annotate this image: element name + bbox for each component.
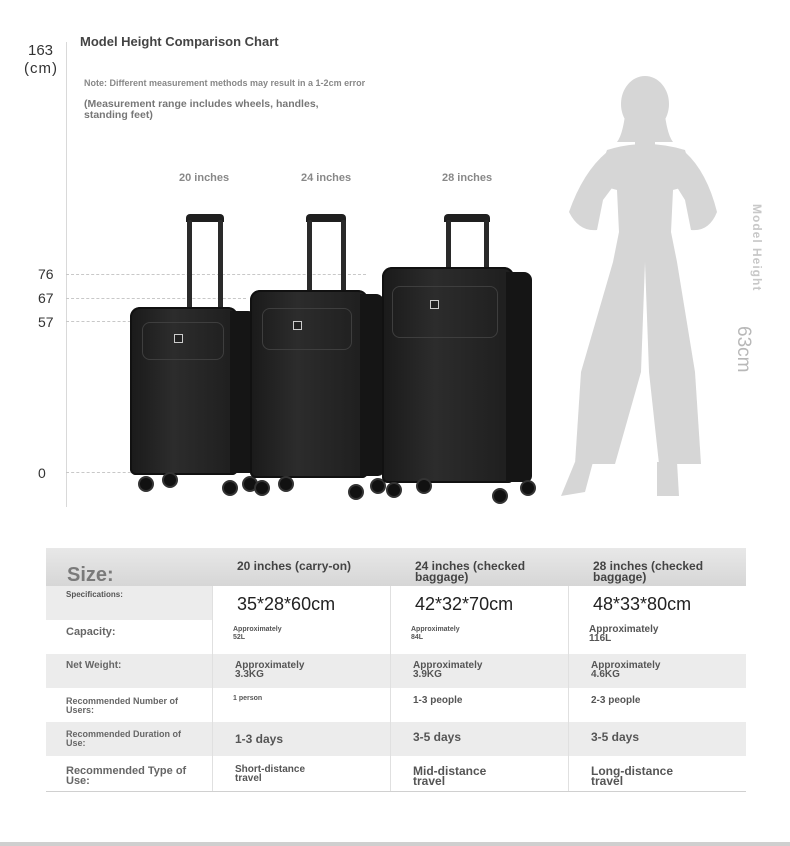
capacity-value-20: Approximately 52L [233,626,282,641]
tick-label-57: 57 [38,314,54,330]
row-label: Net Weight: [66,660,122,671]
spec-cell-20 [212,586,390,620]
chart-title: Model Height Comparison Chart [80,34,279,49]
row-label-cell [46,620,212,654]
model-silhouette-image [545,72,730,502]
users-value-24: 1-3 people [413,695,463,706]
row-label-cell [46,586,212,620]
type-cell-20 [212,756,390,791]
users-cell-24 [390,688,568,722]
guide-line-0 [66,472,136,473]
model-height-value: 63cm [733,326,754,373]
table-row [46,756,746,792]
weight-value-24: Approximately 3.9KG [413,660,483,680]
size-label-24: 24 inches [301,172,352,184]
size-label-28: 28 inches [442,172,493,184]
header-col-28-label: 28 inches (checked baggage) [593,559,704,584]
spec-cell-24 [390,586,568,620]
size-comparison-table [46,548,746,791]
users-cell-20 [212,688,390,722]
suitcase-20-image [130,214,260,494]
spec-value-24: 42*32*70cm [415,594,514,614]
users-cell-28 [568,688,746,722]
type-cell-24 [390,756,568,791]
table-row [46,654,746,688]
row-label-cell [46,654,212,688]
spec-cell-28 [568,586,746,620]
range-note: (Measurement range includes wheels, handles, standing feet) [84,98,319,121]
duration-cell-20 [212,722,390,756]
model-height-label: Model Height [750,204,764,292]
tick-label-0: 0 [38,465,46,481]
tick-label-76: 76 [38,266,54,282]
duration-cell-28 [568,722,746,756]
weight-cell-28 [568,654,746,688]
weight-cell-24 [390,654,568,688]
capacity-value-28: Approximately 116L [589,624,659,644]
type-cell-28 [568,756,746,791]
row-label-cell [46,688,212,722]
users-value-28: 2-3 people [591,695,641,706]
duration-value-24: 3-5 days [413,730,462,744]
table-row [46,722,746,756]
duration-cell-24 [390,722,568,756]
spec-value-28: 48*33*80cm [593,594,692,614]
duration-value-28: 3-5 days [591,730,640,744]
row-label: Recommended Number of Users: [66,696,179,715]
size-label-20: 20 inches [179,172,230,184]
spec-value-20: 35*28*60cm [237,594,336,614]
bottom-divider [0,842,790,846]
row-label: Capacity: [66,626,116,638]
table-row [46,586,746,620]
header-col-28 [568,548,746,586]
table-header-row [46,548,746,586]
suitcase-28-image [380,212,540,504]
row-label: Recommended Duration of Use: [66,729,182,748]
type-value-20: Short-distance travel [235,764,306,784]
type-value-24: Mid-distance travel [413,764,487,788]
table-row [46,688,746,722]
weight-cell-20 [212,654,390,688]
header-col-20 [212,548,390,586]
guide-line-57 [66,321,136,322]
header-size-cell [46,548,212,586]
header-col-24 [390,548,568,586]
header-col-24-label: 24 inches (checked baggage) [415,559,526,584]
scale-top-value: 163 [28,42,54,59]
capacity-value-24: Approximately 84L [411,626,460,641]
header-col-20-label: 20 inches (carry-on) [237,559,352,573]
tick-label-67: 67 [38,290,54,306]
measurement-note: Note: Different measurement methods may result in a 1-2cm error [84,78,366,88]
capacity-cell-20 [212,620,390,654]
weight-value-28: Approximately 4.6KG [591,660,661,680]
type-value-28: Long-distance travel [591,764,674,788]
capacity-cell-28 [568,620,746,654]
scale-unit: (cm) [24,60,58,77]
duration-value-20: 1-3 days [235,732,284,746]
weight-value-20: Approximately 3.3KG [235,660,305,680]
suitcase-24-image [248,212,390,500]
row-label-cell [46,722,212,756]
row-label: Specifications: [66,590,123,599]
row-label-cell [46,756,212,791]
table-row [46,620,746,654]
users-value-20: 1 person [233,695,263,702]
capacity-cell-24 [390,620,568,654]
header-size-label: Size: [67,564,114,586]
row-label: Recommended Type of Use: [66,765,187,787]
